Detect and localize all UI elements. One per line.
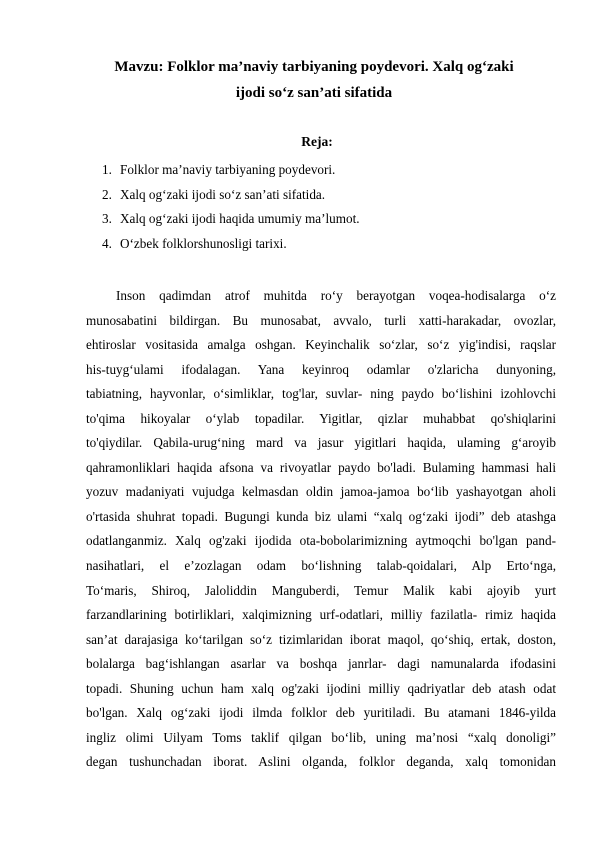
body-line: munosabatini bildirgan. Bu munosabat, avvalo, turli xatti-harakadar, ovozlar, bbox=[86, 312, 556, 328]
body-line: qahramonliklari haqida afsona va rivoyatlar paydo bo'ladi. Bulaming hammasi hali bbox=[86, 459, 556, 475]
body-line: his-tuyg‘ulami ifodalagan. Yana keyinroq odamlar o'zlaricha dunyoning, bbox=[86, 361, 556, 377]
body-line: o'rtasida shuhrat topadi. Bugungi kunda biz ulami “xalq og‘zaki ijodi” deb atashga bbox=[86, 508, 556, 524]
body-line: Inson qadimdan atrof muhitda ro‘y berayotgan voqea-hodisalarga o‘z bbox=[116, 288, 556, 303]
body-line: degan tushunchadan iborat. Aslini olganda, folklor deganda, xalq tomonidan bbox=[86, 754, 556, 770]
body-line: nasihatlari, el e’zozlagan odam bo‘lishning talab-qoidalari, Alp Erto‘nga, bbox=[86, 558, 556, 574]
plan-item bbox=[96, 207, 360, 232]
plan-item-number: 4. bbox=[102, 235, 112, 251]
plan-item-text: O‘zbek folklorshunosligi tarixi. bbox=[120, 235, 287, 251]
plan-item bbox=[96, 183, 360, 208]
body-line: bolalarga bag‘ishlangan asarlar va boshqa janrlar- dagi namunalarda ifodasini bbox=[86, 656, 556, 672]
plan-list bbox=[96, 158, 360, 256]
title-line-1: Mavzu: Folklor ma’naviy tarbiyaning poydevori. Xalq og‘zaki bbox=[114, 59, 514, 75]
plan-item-text: Xalq og‘zaki ijodi haqida umumiy ma’lumot. bbox=[120, 211, 360, 226]
body-line: ingliz olimi Uilyam Toms taklif qilgan bo‘lib, uning ma’nosi “xalq donoligi” bbox=[86, 729, 556, 745]
plan-item-number: 2. bbox=[102, 186, 112, 202]
body-line: tabiatning, hayvonlar, o‘simliklar, tog'lar, suvlar- ning paydo bo‘lishini izohlovchi bbox=[86, 386, 556, 402]
body-line: odatlanganmiz. Xalq og'zaki ijodida ota-bobolarimizning aytmoqchi bo'lgan pand- bbox=[86, 533, 556, 549]
plan-item bbox=[96, 158, 360, 183]
body-line: yozuv madaniyati vujudga kelmasdan oldin jamoa-jamoa bo‘lib yashayotgan aholi bbox=[86, 484, 556, 500]
body-line: farzandlarining botirliklari, xalqimizning urf-odatlari, milliy fazilatla- rimiz haqida bbox=[86, 607, 556, 623]
plan-item bbox=[96, 232, 360, 257]
plan-item-text: Folklor ma’naviy tarbiyaning poydevori. bbox=[120, 162, 336, 177]
title-line-2: ijodi so‘z san’ati sifatida bbox=[235, 85, 393, 101]
plan-item-number: 3. bbox=[102, 211, 112, 226]
plan-item-number: 1. bbox=[102, 162, 112, 177]
body-line: To‘maris, Shiroq, Jaloliddin Manguberdi, Temur Malik kabi ajoyib yurt bbox=[86, 582, 556, 598]
body-line: san’at darajasiga ko‘tarilgan so‘z tizimlaridan iborat maqol, qo‘shiq, ertak, doston, bbox=[86, 631, 556, 647]
body-line: to'qiydilar. Qabila-urug‘ning mard va jasur yigitlari haqida, ulaming g‘aroyib bbox=[86, 435, 556, 451]
document-title bbox=[88, 54, 540, 106]
body-line: to'qima hikoyalar o‘ylab topadilar. Yigitlar, qizlar muhabbat qo'shiqlarini bbox=[86, 410, 556, 426]
body-line: bo'lgan. Xalq og‘zaki ijodi ilmda folklor deb yuritiladi. Bu atamani 1846-yilda bbox=[86, 705, 556, 721]
plan-heading: Reja: bbox=[301, 134, 333, 149]
body-line: topadi. Shuning uchun ham xalq og'zaki ijodini milliy qadriyatlar deb atash odat bbox=[86, 680, 556, 696]
plan-item-text: Xalq og‘zaki ijodi so‘z san’ati sifatida. bbox=[120, 186, 326, 202]
body-paragraph bbox=[86, 284, 556, 775]
body-line: ehtiroslar vositasida amalga oshgan. Keyinchalik so‘zlar, so‘z yig'indisi, raqslar bbox=[86, 337, 556, 353]
